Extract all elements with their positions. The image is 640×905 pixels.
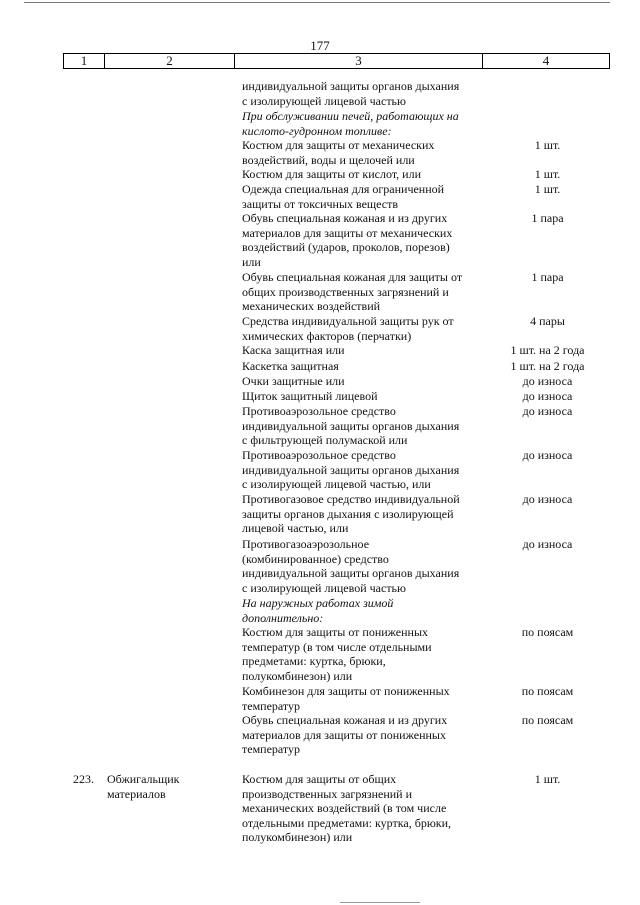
item-norm-line: 4 пары bbox=[530, 314, 565, 328]
item-norm-line: 1 шт. на 2 года bbox=[510, 343, 585, 357]
item-norm bbox=[484, 270, 611, 285]
item-description-line: При обслуживании печей, работающих на bbox=[242, 109, 459, 123]
item-description bbox=[242, 343, 484, 358]
item-description bbox=[242, 492, 484, 536]
item-norm bbox=[484, 359, 611, 374]
item-description-line: механических воздействий bbox=[242, 299, 381, 314]
item-norm bbox=[484, 537, 611, 552]
item-description-line: Костюм для защиты от кислот, или bbox=[242, 167, 421, 181]
item-description bbox=[242, 404, 484, 448]
item-description-line: материалов для защиты от пониженных bbox=[242, 727, 446, 742]
item-description-line: Противоаэрозольное средство bbox=[242, 404, 396, 418]
item-description-line: На наружных работах зимой bbox=[242, 596, 394, 610]
header-col-3: 3 bbox=[234, 54, 482, 68]
item-description-line: Костюм для защиты от общих bbox=[242, 772, 397, 786]
item-norm-line: до износа bbox=[522, 374, 573, 388]
item-description bbox=[242, 79, 484, 108]
item-norm bbox=[484, 389, 611, 404]
item-description-line: Обувь специальная кожаная и из других bbox=[242, 211, 448, 225]
item-description-line: с изолирующей лицевой частью bbox=[242, 580, 406, 595]
item-description-line: Очки защитные или bbox=[242, 374, 345, 388]
item-description-line: материалов для защиты от механических bbox=[242, 225, 453, 240]
item-description bbox=[242, 625, 484, 683]
item-norm bbox=[484, 448, 611, 463]
item-norm bbox=[484, 138, 611, 153]
profession-name bbox=[107, 772, 232, 801]
header-col-1: 1 bbox=[80, 53, 88, 68]
header-col-2: 2 bbox=[104, 54, 234, 68]
profession-name-line: Обжигальщик bbox=[107, 772, 180, 786]
item-norm bbox=[484, 314, 611, 329]
profession-name-line: материалов bbox=[107, 786, 166, 801]
item-description-line: химических факторов (перчатки) bbox=[242, 328, 412, 343]
item-norm-line: по поясам bbox=[521, 713, 574, 727]
item-description-line: Каскетка защитная bbox=[242, 359, 339, 373]
item-description-line: воздействий, воды и щелочей или bbox=[242, 152, 415, 167]
item-description-line: производственных загрязнений и bbox=[242, 786, 413, 801]
item-norm-line: 1 шт. bbox=[534, 772, 561, 786]
item-description-line: (комбинированное) средство bbox=[242, 551, 389, 566]
item-norm bbox=[484, 167, 611, 182]
item-description-line: Противогазовое средство индивидуальной bbox=[242, 492, 460, 506]
item-norm bbox=[484, 404, 611, 419]
page-number: 177 bbox=[310, 38, 330, 53]
item-description-line: дополнительно: bbox=[242, 610, 324, 625]
item-description bbox=[242, 772, 484, 845]
item-description-line: индивидуальной защиты органов дыхания bbox=[242, 462, 460, 477]
item-norm bbox=[484, 343, 611, 358]
item-description bbox=[242, 596, 484, 625]
item-norm-line: до износа bbox=[522, 389, 573, 403]
item-description-line: защиты органов дыхания с изолирующей bbox=[242, 506, 454, 521]
item-description-line: Комбинезон для защиты от пониженных bbox=[242, 684, 450, 698]
item-description-line: температур bbox=[242, 742, 301, 757]
item-norm bbox=[484, 625, 611, 640]
item-norm bbox=[484, 772, 611, 787]
item-description-line: температур (в том числе отдельными bbox=[242, 639, 432, 654]
item-norm-line: 1 шт. bbox=[534, 167, 561, 181]
item-norm-line: 1 пара bbox=[531, 211, 564, 225]
item-norm-line: 1 шт. на 2 года bbox=[510, 359, 585, 373]
item-description bbox=[242, 359, 484, 374]
item-description-line: Костюм для защиты от пониженных bbox=[242, 625, 429, 639]
item-description bbox=[242, 314, 484, 343]
item-norm-line: по поясам bbox=[521, 684, 574, 698]
item-description-line: защиты от токсичных веществ bbox=[242, 196, 399, 211]
item-description-line: Костюм для защиты от механических bbox=[242, 138, 435, 152]
item-norm-line: до износа bbox=[522, 492, 573, 506]
item-description-line: Каска защитная или bbox=[242, 343, 345, 357]
item-description-line: механических воздействий (в том числе bbox=[242, 801, 447, 816]
item-norm-line: до износа bbox=[522, 404, 573, 418]
item-description-line: предметами: куртка, брюки, bbox=[242, 654, 386, 669]
item-norm-line: 1 пара bbox=[531, 270, 564, 284]
item-description bbox=[242, 109, 484, 138]
row-number bbox=[73, 772, 103, 787]
item-norm-line: по поясам bbox=[521, 625, 574, 639]
item-description bbox=[242, 537, 484, 595]
item-description-line: общих производственных загрязнений и bbox=[242, 284, 449, 299]
item-description-line: индивидуальной защиты органов дыхания bbox=[242, 79, 460, 93]
item-norm bbox=[484, 684, 611, 699]
item-description bbox=[242, 270, 484, 314]
top-border-line bbox=[24, 2, 610, 3]
item-norm-line: до износа bbox=[522, 448, 573, 462]
item-description-line: индивидуальной защиты органов дыхания bbox=[242, 418, 460, 433]
item-description-line: Противоаэрозольное средство bbox=[242, 448, 396, 462]
item-norm-line: до износа bbox=[522, 537, 573, 551]
item-description-line: температур bbox=[242, 698, 301, 713]
item-description-line: Средства индивидуальной защиты рук от bbox=[242, 314, 454, 328]
bottom-mark bbox=[340, 902, 420, 903]
item-description bbox=[242, 448, 484, 492]
item-description-line: полукомбинезон) или bbox=[242, 830, 353, 845]
item-description-line: индивидуальной защиты органов дыхания bbox=[242, 566, 460, 581]
item-description bbox=[242, 389, 484, 404]
item-description bbox=[242, 138, 484, 167]
item-description bbox=[242, 182, 484, 211]
item-description bbox=[242, 684, 484, 713]
row-number-line: 223. bbox=[73, 772, 94, 786]
item-description-line: Обувь специальная кожаная для защиты от bbox=[242, 270, 463, 284]
item-norm bbox=[484, 713, 611, 728]
item-description-line: Противогазоаэрозольное bbox=[242, 537, 370, 551]
item-description-line: с изолирующей лицевой частью, или bbox=[242, 477, 431, 492]
item-norm-line: 1 шт. bbox=[534, 182, 561, 196]
table-header bbox=[63, 53, 610, 69]
item-description-line: Обувь специальная кожаная и из других bbox=[242, 713, 448, 727]
item-description bbox=[242, 713, 484, 757]
item-norm bbox=[484, 182, 611, 197]
item-description bbox=[242, 211, 484, 269]
item-description-line: кислото-гудронном топливе: bbox=[242, 123, 392, 138]
item-norm-line: 1 шт. bbox=[534, 138, 561, 152]
item-description-line: или bbox=[242, 254, 261, 269]
item-description-line: полукомбинезон) или bbox=[242, 668, 353, 683]
item-description-line: воздействий (ударов, проколов, порезов) bbox=[242, 240, 450, 255]
item-description bbox=[242, 374, 484, 389]
item-description bbox=[242, 167, 484, 182]
item-description-line: лицевой частью, или bbox=[242, 521, 349, 536]
item-description-line: Щиток защитный лицевой bbox=[242, 389, 378, 403]
item-norm bbox=[484, 492, 611, 507]
item-description-line: с изолирующей лицевой частью bbox=[242, 93, 406, 108]
item-description-line: отдельными предметами: куртка, брюки, bbox=[242, 815, 452, 830]
item-description-line: с фильтрующей полумаской или bbox=[242, 433, 408, 448]
header-col-4: 4 bbox=[482, 54, 609, 68]
item-norm bbox=[484, 374, 611, 389]
item-norm bbox=[484, 211, 611, 226]
item-description-line: Одежда специальная для ограниченной bbox=[242, 182, 445, 196]
